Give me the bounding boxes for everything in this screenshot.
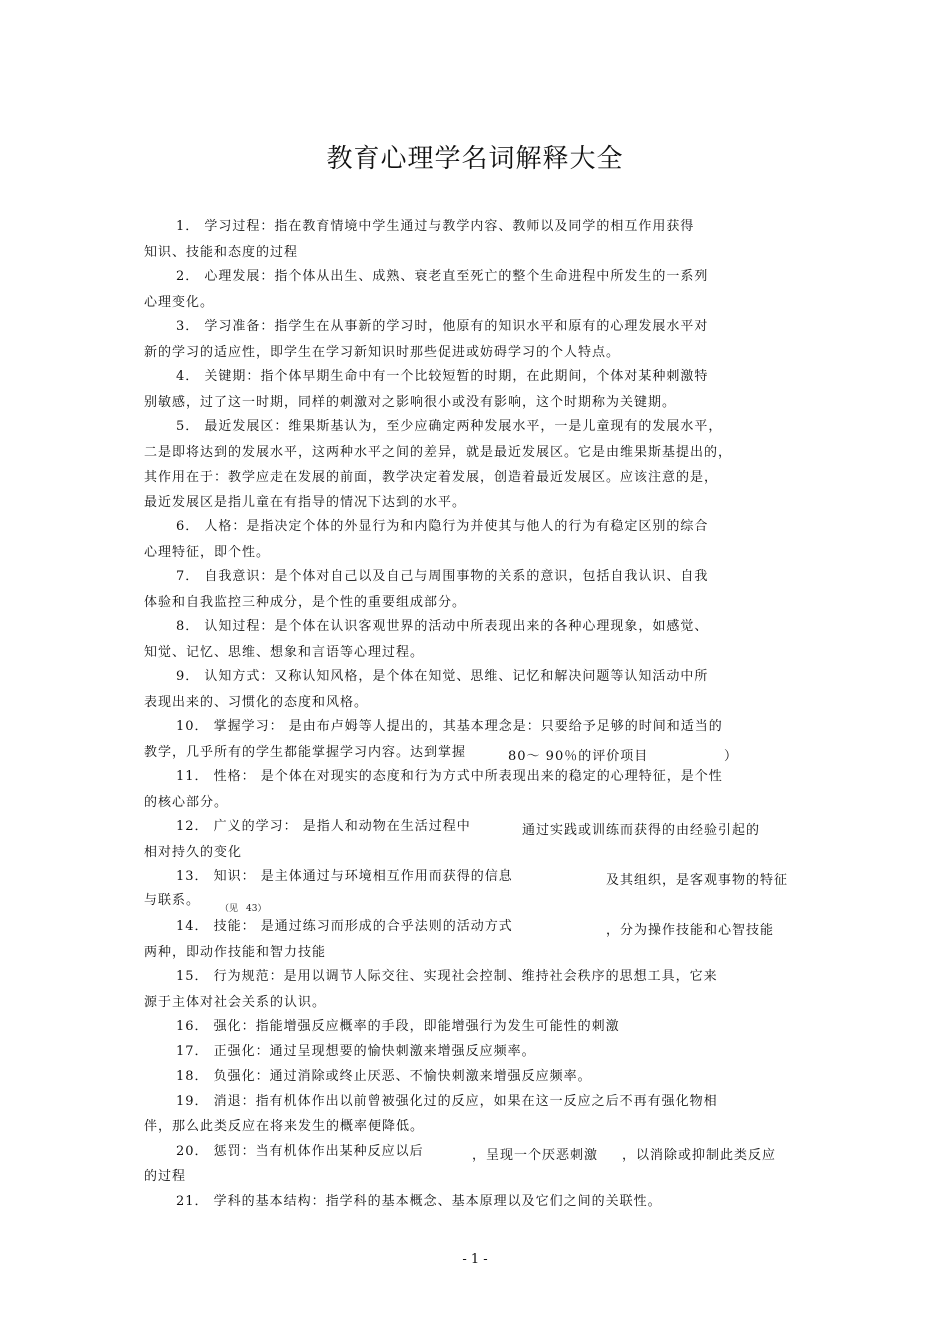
entry-20-line-1: 20． 惩罚：当有机体作出某种反应以后 [176,1144,424,1159]
entry-9-line-2: 表现出来的、习惯化的态度和风格。 [144,695,369,710]
page-number: - 1 - [462,1252,488,1267]
entry-10-line-2-end: ） [724,749,739,764]
entry-13-note-page: 43） [246,904,267,914]
entry-5-line-4: 最近发展区是指儿童在有指导的情况下达到的水平。 [144,495,467,510]
entry-12-line-2: 相对持久的变化 [144,845,243,860]
entry-8-line-2: 知觉、记忆、思维、想象和言语等心理过程。 [144,645,425,660]
entry-15-line-2: 源于主体对社会关系的认识。 [144,995,327,1010]
entry-2-line-1: 2． 心理发展：指个体从出生、成熟、衰老直至死亡的整个生命进程中所发生的一系列 [176,269,709,284]
entry-2-line-2: 心理变化。 [144,295,215,310]
entry-3-line-1: 3． 学习准备：指学生在从事新的学习时，他原有的知识水平和原有的心理发展水平对 [176,319,709,334]
entry-14-line-2: 两种，即动作技能和智力技能 [144,945,327,960]
entry-14-line-1-tail: ，分为操作技能和心智技能 [606,923,775,938]
entry-14-line-1: 14． 技能： 是通过练习而形成的合乎法则的活动方式 [176,919,513,934]
entry-7-line-1: 7． 自我意识：是个体对自己以及自己与周围事物的关系的意识，包括自我认识、自我 [176,569,709,584]
entry-5-line-1: 5． 最近发展区：维果斯基认为，至少应确定两种发展水平，一是儿童现有的发展水平， [176,419,723,434]
entry-1-line-1: 1． 学习过程：指在教育情境中学生通过与教学内容、教师以及同学的相互作用获得 [176,219,695,234]
entry-16-line-1: 16． 强化：指能增强反应概率的手段，即能增强行为发生可能性的刺激 [176,1019,620,1034]
entry-11-line-2: 的核心部分。 [144,795,229,810]
entry-13-note-prefix: （见 [220,904,239,914]
entry-12-line-1: 12． 广义的学习： 是指人和动物在生活过程中 [176,819,471,834]
entry-13-line-1-tail: 及其组织，是客观事物的特征 [606,873,789,888]
entry-20-line-1-mid: ，呈现一个厌恶刺激 [472,1148,599,1163]
entry-10-line-2: 教学，几乎所有的学生都能掌握学习内容。达到掌握 [144,745,467,760]
entry-10-line-1: 10． 掌握学习： 是由布卢姆等人提出的，其基本理念是：只要给予足够的时间和适当的 [176,719,723,734]
entry-6-line-1: 6． 人格：是指决定个体的外显行为和内隐行为并使其与他人的行为有稳定区别的综合 [176,519,709,534]
entry-13-line-1: 13． 知识： 是主体通过与环境相互作用而获得的信息 [176,869,513,884]
entry-15-line-1: 15． 行为规范：是用以调节人际交往、实现社会控制、维持社会秩序的思想工具，它来 [176,969,718,984]
entry-20-line-1-tail: ，以消除或抑制此类反应 [622,1148,777,1163]
entry-20-line-2: 的过程 [144,1169,187,1184]
entry-17-line-1: 17． 正强化：通过呈现想要的愉快刺激来增强反应频率。 [176,1044,536,1059]
entry-4-line-1: 4． 关键期：指个体早期生命中有一个比较短暂的时期，在此期间，个体对某种刺激特 [176,369,709,384]
entry-1-line-2: 知识、技能和态度的过程 [144,245,299,260]
entry-19-line-2: 伴，那么此类反应在将来发生的概率便降低。 [144,1119,425,1134]
entry-10-line-2-tail: 80～ 90％的评价项目 [508,749,649,764]
entry-13-line-2: 与联系。 [144,893,201,908]
entry-11-line-1: 11． 性格： 是个体在对现实的态度和行为方式中所表现出来的稳定的心理特征，是个性 [176,769,723,784]
entry-18-line-1: 18． 负强化：通过消除或终止厌恶、不愉快刺激来增强反应频率。 [176,1069,592,1084]
entry-4-line-2: 别敏感，过了这一时期，同样的刺激对之影响很小或没有影响，这个时期称为关键期。 [144,395,677,410]
entry-5-line-3: 其作用在于：教学应走在发展的前面，教学决定着发展，创造着最近发展区。应该注意的是， [144,470,719,485]
entry-7-line-2: 体验和自我监控三种成分，是个性的重要组成部分。 [144,595,467,610]
entry-21-line-1: 21． 学科的基本结构：指学科的基本概念、基本原理以及它们之间的关联性。 [176,1194,662,1209]
entry-3-line-2: 新的学习的适应性，即学生在学习新知识时那些促进或妨碍学习的个人特点。 [144,345,621,360]
entry-19-line-1: 19． 消退：指有机体作出以前曾被强化过的反应，如果在这一反应之后不再有强化物相 [176,1094,718,1109]
entry-5-line-2: 二是即将达到的发展水平，这两种水平之间的差异，就是最近发展区。它是由维果斯基提出的， [144,445,733,460]
page-title: 教育心理学名词解释大全 [326,144,624,174]
entry-8-line-1: 8． 认知过程：是个体在认识客观世界的活动中所表现出来的各种心理现象，如感觉、 [176,619,709,634]
entry-12-line-1-tail: 通过实践或训练而获得的由经验引起的 [522,823,761,838]
entry-9-line-1: 9． 认知方式：又称认知风格，是个体在知觉、思维、记忆和解决问题等认知活动中所 [176,669,709,684]
entry-6-line-2: 心理特征，即个性。 [144,545,271,560]
